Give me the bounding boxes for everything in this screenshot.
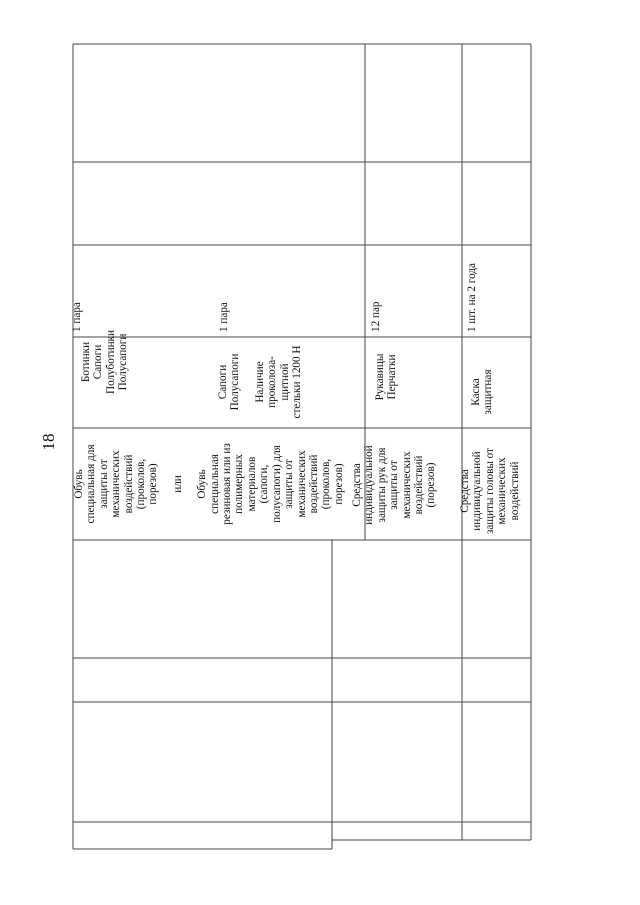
cell-text-line: защиты головы от — [483, 447, 496, 535]
cell-text-line: Обувь — [73, 469, 85, 499]
cell-text-line: специальная — [208, 454, 221, 514]
cell-text-line: специальная для — [85, 444, 98, 524]
cell-text-line: воздействий — [413, 455, 426, 515]
cell-text-line: воздействий — [122, 454, 135, 514]
cell-text-line: резиновая или из — [221, 443, 234, 525]
cell-text-line: (порезов) — [425, 462, 438, 508]
cell-text-line: Полусапоги — [117, 333, 130, 391]
cell-text-line: или — [171, 475, 184, 493]
row-footwear-qty-a: 1 пара — [71, 302, 83, 332]
cell-text-line: (проколов, — [135, 458, 148, 510]
cell-text-line: полусапоги) для — [270, 445, 283, 523]
row-hands-items — [374, 337, 402, 417]
cell-text-line: (сапоги, — [258, 464, 271, 504]
cell-text-line: защиты от — [388, 460, 401, 510]
cell-text-line: индивидуальной — [471, 451, 484, 531]
cell-text-line: Рукавицы — [374, 353, 386, 401]
cell-text-line: Средства — [459, 469, 471, 513]
row-head-name — [459, 443, 523, 539]
cell-text-line: порезов) — [147, 463, 160, 505]
cell-text-line: индивидуальной — [363, 445, 376, 525]
cell-text-line: воздействий — [307, 454, 320, 514]
cell-text-line: Средства — [351, 463, 363, 507]
cell-text-line: Сапоги — [92, 344, 105, 380]
row-footwear-items-leather — [80, 319, 132, 405]
cell-text-line: защитная — [482, 369, 495, 415]
cell-text-line: Перчатки — [386, 354, 399, 400]
cell-text-line: Обувь — [196, 469, 209, 499]
cell-text-line: материалов — [245, 456, 258, 512]
cell-text-line: защиты от — [97, 459, 110, 509]
row-footwear-items-rubber — [217, 337, 309, 427]
cell-text-line: Полусапоги — [229, 353, 242, 411]
row-hands-name — [351, 435, 439, 535]
cell-text-line: стельки 1200 Н — [291, 345, 304, 419]
cell-text-line: Наличие — [253, 361, 266, 403]
cell-text-line: полимерных — [233, 454, 246, 514]
row-head-items — [470, 352, 498, 432]
cell-text-line: механических — [400, 451, 413, 519]
cell-text-line: (проколов, — [320, 458, 333, 510]
cell-text-line: Ботинки — [80, 341, 92, 383]
cell-text-line: воздействий — [508, 461, 521, 521]
cell-text-line: щитной — [278, 363, 291, 401]
row-footwear-qty-b: 1 пара — [218, 302, 230, 332]
cell-text-line: механических — [110, 450, 123, 518]
cell-text-line: защиты рук для — [375, 447, 388, 523]
line-gap — [242, 337, 254, 427]
cell-text-line: Каска — [470, 378, 482, 406]
cell-text-line: Полуботинки — [104, 330, 117, 394]
row-head-qty: 1 шт. на 2 года — [466, 262, 478, 332]
cell-text-line: защиты от — [283, 459, 296, 509]
cell-text-line: проколоза- — [266, 356, 279, 408]
line-gap — [184, 389, 196, 579]
cell-text-line: механических — [496, 457, 509, 525]
cell-text-line: Сапоги — [217, 364, 229, 400]
cell-text-line: механических — [295, 450, 308, 518]
cell-text-line: порезов) — [332, 463, 345, 505]
page-number: 18 — [39, 433, 58, 451]
row-hands-qty: 12 пар — [370, 301, 382, 332]
line-gap — [160, 389, 172, 579]
